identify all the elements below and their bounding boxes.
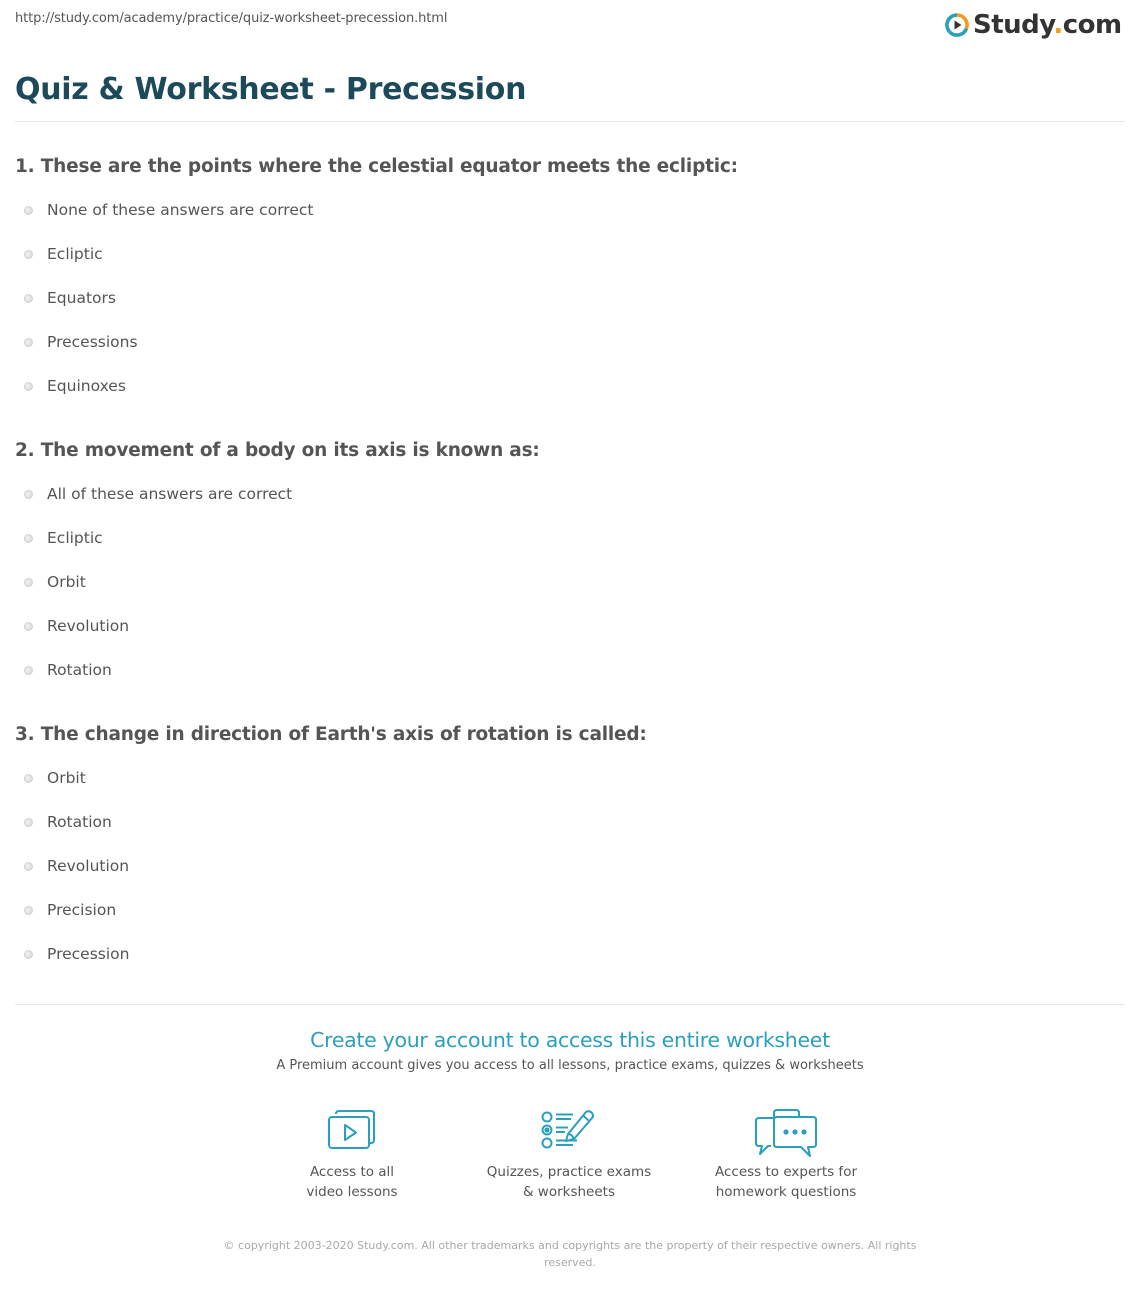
page-url: http://study.com/academy/practice/quiz-worksheet-precession.html: [15, 11, 448, 26]
answer-option[interactable]: [15, 844, 1125, 888]
radio-button[interactable]: [24, 534, 33, 543]
answer-label[interactable]: Equinoxes: [47, 377, 126, 395]
answer-label[interactable]: Orbit: [47, 769, 86, 787]
radio-button[interactable]: [24, 818, 33, 827]
answer-list: [15, 756, 1125, 976]
answer-option[interactable]: [15, 800, 1125, 844]
feature-quizzes: [469, 1108, 669, 1202]
feature-label-line2: homework questions: [715, 1184, 857, 1200]
answer-label[interactable]: Revolution: [47, 617, 130, 635]
answer-list: [15, 472, 1125, 692]
feature-label-line1: Quizzes, practice exams: [486, 1164, 652, 1180]
feature-label-line2: video lessons: [306, 1184, 398, 1200]
answer-list: [15, 188, 1125, 408]
logo-wordmark: [973, 9, 1122, 41]
radio-button[interactable]: [24, 338, 33, 347]
radio-button[interactable]: [24, 774, 33, 783]
question-3: [15, 722, 1125, 976]
radio-button[interactable]: [24, 382, 33, 391]
question-prompt: The movement of a body on its axis is known as:: [40, 440, 540, 461]
answer-label[interactable]: Rotation: [47, 813, 112, 831]
create-account-link[interactable]: Create your account to access this entire worksheet: [310, 1028, 830, 1052]
answer-label[interactable]: Revolution: [47, 857, 130, 875]
question-2: [15, 438, 1125, 692]
question-text: [15, 154, 1125, 180]
radio-button[interactable]: [24, 294, 33, 303]
chat-bubbles-icon: [686, 1108, 886, 1158]
cta-divider: [15, 1004, 1125, 1005]
answer-option[interactable]: [15, 756, 1125, 800]
logo-dot: .: [1053, 10, 1063, 40]
copyright-line2: reserved.: [544, 1256, 596, 1269]
question-number: 3.: [15, 724, 35, 745]
answer-option[interactable]: [15, 604, 1125, 648]
answer-option[interactable]: [15, 560, 1125, 604]
answer-label[interactable]: None of these answers are correct: [47, 201, 314, 219]
feature-label: [469, 1162, 669, 1202]
study-com-logo[interactable]: [945, 9, 1122, 41]
question-prompt: These are the points where the celestial equator meets the ecliptic:: [40, 156, 738, 177]
answer-label[interactable]: Rotation: [47, 661, 112, 679]
feature-experts: [686, 1108, 886, 1202]
copyright-notice: [210, 1237, 930, 1271]
video-lessons-icon: [252, 1108, 452, 1152]
radio-button[interactable]: [24, 666, 33, 675]
answer-option[interactable]: [15, 932, 1125, 976]
play-circle-logo-icon: [945, 13, 969, 37]
radio-button[interactable]: [24, 906, 33, 915]
question-text: [15, 438, 1125, 464]
radio-button[interactable]: [24, 250, 33, 259]
radio-button[interactable]: [24, 862, 33, 871]
answer-option[interactable]: [15, 232, 1125, 276]
quiz-checklist-pencil-icon: [469, 1108, 669, 1152]
feature-label: [252, 1162, 452, 1202]
answer-label[interactable]: Ecliptic: [47, 529, 103, 547]
feature-label-line1: Access to all: [309, 1164, 395, 1180]
feature-label: [686, 1162, 886, 1202]
question-1: [15, 154, 1125, 408]
answer-option[interactable]: [15, 888, 1125, 932]
answer-option[interactable]: [15, 472, 1125, 516]
copyright-line1: © copyright 2003-2020 Study.com. All other trademarks and copyrights are the property of their respective owners. All rights: [223, 1239, 917, 1252]
question-text: [15, 722, 1125, 748]
premium-description: A Premium account gives you access to all lessons, practice exams, quizzes & worksheets: [276, 1058, 864, 1073]
answer-label[interactable]: Orbit: [47, 573, 86, 591]
answer-label[interactable]: All of these answers are correct: [47, 485, 293, 503]
feature-video-lessons: [252, 1108, 452, 1202]
radio-button[interactable]: [24, 206, 33, 215]
question-prompt: The change in direction of Earth's axis of rotation is called:: [40, 724, 647, 745]
answer-option[interactable]: [15, 648, 1125, 692]
answer-option[interactable]: [15, 516, 1125, 560]
answer-label[interactable]: Precision: [47, 901, 117, 919]
answer-option[interactable]: [15, 364, 1125, 408]
answer-label[interactable]: Precession: [47, 945, 130, 963]
answer-label[interactable]: Precessions: [47, 333, 138, 351]
answer-label[interactable]: Equators: [47, 289, 116, 307]
question-number: 1.: [15, 156, 35, 177]
answer-label[interactable]: Ecliptic: [47, 245, 103, 263]
feature-label-line2: & worksheets: [522, 1184, 615, 1200]
radio-button[interactable]: [24, 622, 33, 631]
answer-option[interactable]: [15, 276, 1125, 320]
radio-button[interactable]: [24, 950, 33, 959]
feature-label-line1: Access to experts for: [714, 1164, 857, 1180]
question-number: 2.: [15, 440, 35, 461]
radio-button[interactable]: [24, 490, 33, 499]
logo-tld: com: [1062, 10, 1122, 40]
page-title: Quiz & Worksheet - Precession: [15, 72, 527, 107]
logo-name: Study: [973, 10, 1054, 40]
answer-option[interactable]: [15, 320, 1125, 364]
answer-option[interactable]: [15, 188, 1125, 232]
radio-button[interactable]: [24, 578, 33, 587]
title-divider: [15, 121, 1125, 122]
